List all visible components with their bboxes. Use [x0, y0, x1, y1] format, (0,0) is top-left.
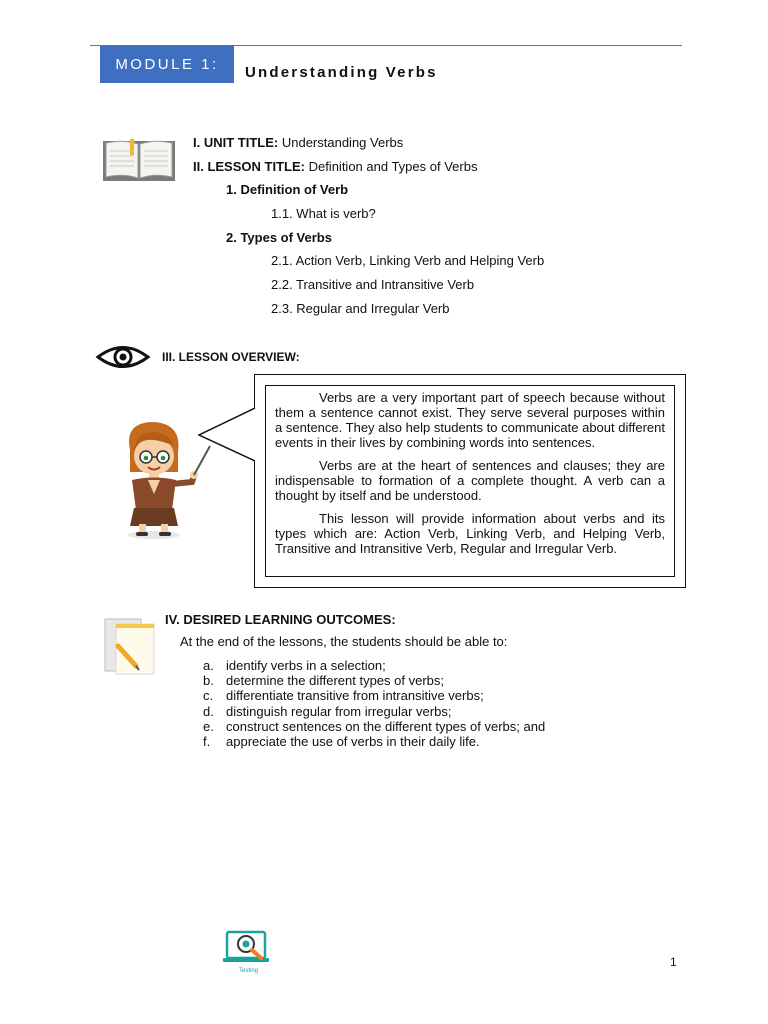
outcomes-intro: At the end of the lessons, the students should be able to: [180, 634, 508, 649]
section-item: 1.1. What is verb? [271, 206, 376, 221]
list-item-text: determine the different types of verbs; [226, 673, 444, 689]
overview-text-box [265, 385, 675, 577]
list-item-text: construct sentences on the different types of verbs; and [226, 718, 546, 734]
logo-caption: Testing [239, 968, 259, 974]
overview-speech-bubble [254, 374, 686, 588]
section-heading: 1. Definition of Verb [226, 182, 349, 197]
outcomes-list [203, 658, 623, 749]
overview-paragraph: This lesson will provide information about verbs and its types which are: Action Verb, Linking Verb, and Helping Verb, Transitive and Intransitive Verb, Regular and Irregular Verb. [275, 511, 665, 556]
section-item: 2.1. Action Verb, Linking Verb and Helping Verb [271, 253, 545, 268]
page-number: 1 [670, 955, 677, 969]
unit-title-label: I. UNIT TITLE: [193, 135, 279, 150]
list-item [203, 658, 623, 673]
outcomes-heading: IV. DESIRED LEARNING OUTCOMES: [165, 612, 396, 627]
section-item: 2.2. Transitive and Intransitive Verb [271, 277, 475, 292]
notepad-pencil-icon [102, 616, 158, 676]
list-item-letter: a. [203, 658, 214, 673]
open-book-icon [100, 136, 178, 184]
list-item-letter: e. [203, 718, 214, 734]
list-item [203, 673, 623, 688]
list-item-letter: f. [203, 734, 211, 750]
list-item [203, 688, 623, 703]
list-item [203, 719, 623, 734]
module-label: MODULE 1: [100, 46, 234, 83]
list-item-text: appreciate the use of verbs in their daily life. [226, 734, 480, 750]
list-item-text: distinguish regular from irregular verbs; [226, 703, 452, 719]
list-item-letter: d. [203, 703, 214, 719]
testing-logo [219, 928, 281, 974]
speech-bubble-pointer [198, 405, 258, 465]
section-item: 2.3. Regular and Irregular Verb [271, 301, 450, 316]
overview-paragraph: Verbs are a very important part of speech because without them a sentence cannot exist. They serve several purposes within a sentence. They also help students to communicate about different events in their lives by combining words into sentences. [275, 390, 665, 450]
list-item-text: differentiate transitive from intransitive verbs; [226, 688, 484, 704]
unit-title-row [193, 135, 403, 150]
list-item-letter: c. [203, 688, 214, 704]
overview-paragraph: Verbs are at the heart of sentences and clauses; they are indispensable to formation of a complete thought. A verb can a thought by itself and be understood. [275, 458, 665, 503]
lesson-title-value: Definition and Types of Verbs [308, 159, 478, 174]
list-item [203, 734, 623, 749]
list-item-text: identify verbs in a selection; [226, 658, 386, 673]
section-heading: 2. Types of Verbs [226, 230, 332, 245]
list-item-letter: b. [203, 673, 214, 689]
overview-heading: III. LESSON OVERVIEW: [162, 350, 300, 364]
lesson-title-row [193, 159, 477, 174]
unit-title-value: Understanding Verbs [281, 135, 404, 150]
list-item [203, 704, 623, 719]
module-title: Understanding Verbs [245, 64, 438, 81]
eye-icon [95, 342, 151, 372]
lesson-title-label: II. LESSON TITLE: [193, 159, 305, 174]
